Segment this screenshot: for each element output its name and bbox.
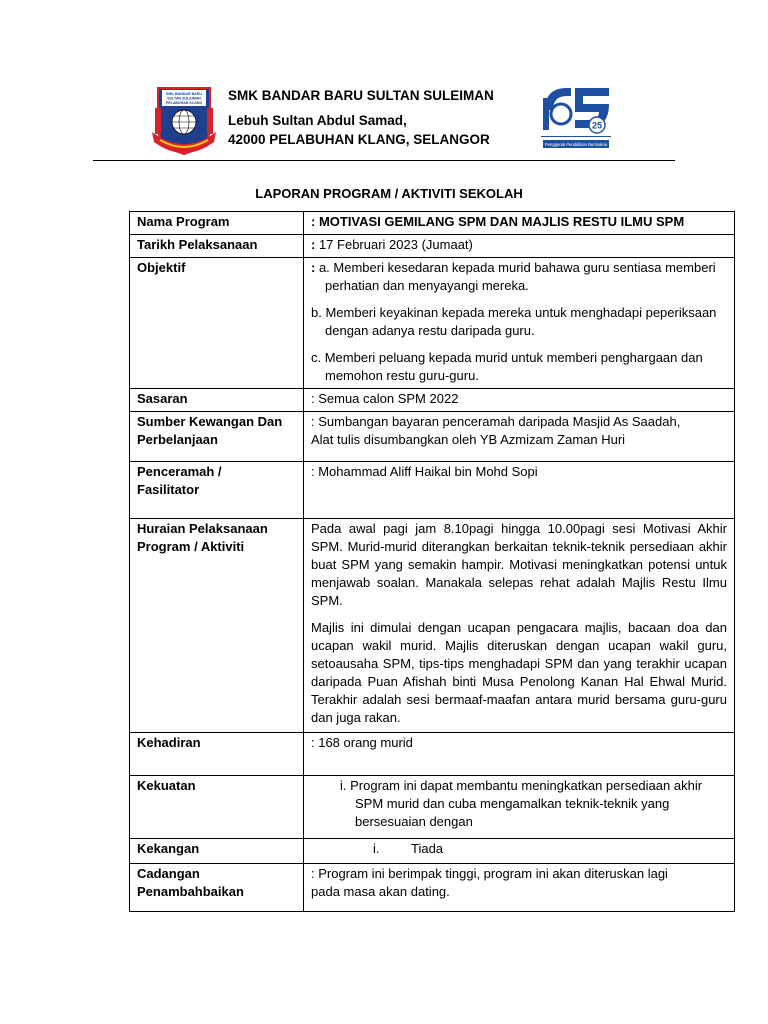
- huraian-paragraph-2: Majlis ini dimulai dengan ucapan pengacara majlis, bacaan doa dan ucapan wakil murid. Majlis diteruskan dengan ucapan wakil guru, setoausaha SPM, tips-tips menghadapi SPM dan yang terakhir ucapan daripada Puan Afishah binti Musa Penolong Kanan Hal Ehwal Murid. Terakhir adalah sesi bermaaf-maafan antara murid bersama guru-guru dan juga rakan.: [311, 620, 727, 725]
- value-kehadiran: : 168 orang murid: [304, 733, 735, 776]
- report-table: [129, 211, 735, 912]
- objective-item: c. Memberi peluang kepada murid untuk memberi penghargaan dan memohon restu guru-guru.: [311, 350, 703, 383]
- value-cadangan-line1: : Program ini berimpak tinggi, program ini akan diteruskan lagi: [311, 866, 668, 881]
- objective-item: [311, 259, 727, 295]
- crest-text-1: SMK BANDAR BARU: [166, 92, 202, 96]
- tarikh-colon: :: [311, 237, 316, 252]
- row-huraian: [130, 519, 735, 733]
- value-kekuatan: [304, 776, 735, 839]
- row-nama-program: [130, 212, 735, 235]
- value-sumber-line1: : Sumbangan bayaran penceramah daripada Masjid As Saadah,: [311, 414, 681, 429]
- letterhead: [0, 0, 768, 170]
- school-crest-logo: [150, 84, 218, 158]
- value-sumber: [304, 412, 735, 462]
- school-name: SMK BANDAR BARU SULTAN SULEIMAN: [228, 88, 494, 103]
- label-kehadiran: Kehadiran: [130, 733, 304, 776]
- row-kekangan: [130, 839, 735, 864]
- objective-item: b. Memberi keyakinan kepada mereka untuk menghadapi peperiksaan dengan adanya restu daripada guru.: [311, 305, 717, 338]
- header-divider: [93, 160, 675, 161]
- label-sumber-line1: Sumber Kewangan Dan: [137, 414, 283, 429]
- label-kekangan: Kekangan: [130, 839, 304, 864]
- label-penceramah-line2: Fasilitator: [137, 482, 200, 497]
- row-tarikh: [130, 235, 735, 258]
- logo-25-text: 25: [591, 120, 603, 131]
- row-sasaran: [130, 389, 735, 412]
- value-sumber-line2: Alat tulis disumbangkan oleh YB Azmizam Zaman Huri: [311, 432, 626, 447]
- crest-text-3: PELABUHAN KLANG: [165, 101, 203, 105]
- value-cadangan: [304, 864, 735, 912]
- value-sasaran: : Semua calon SPM 2022: [304, 389, 735, 412]
- row-kehadiran: [130, 733, 735, 776]
- value-objektif: [304, 258, 735, 389]
- value-nama-program: : MOTIVASI GEMILANG SPM DAN MAJLIS RESTU ILMU SPM: [304, 212, 735, 235]
- label-huraian: [130, 519, 304, 733]
- label-sasaran: Sasaran: [130, 389, 304, 412]
- row-objektif: [130, 258, 735, 389]
- label-objektif: Objektif: [130, 258, 304, 389]
- row-sumber: [130, 412, 735, 462]
- label-huraian-line2: Program / Aktiviti: [137, 539, 245, 554]
- crest-text-2: SULTAN SULEIMAN: [167, 96, 201, 101]
- label-sumber: [130, 412, 304, 462]
- objektif-colon: :: [311, 260, 316, 275]
- value-kekangan: [304, 839, 735, 864]
- huraian-paragraph-1: Pada awal pagi jam 8.10pagi hingga 10.00pagi sesi Motivasi Akhir SPM. Murid-murid diterangkan berkaitan teknik-teknik persediaan akhir buat SPM yang semakin hampir. Motivasi meningkatkan potensi untuk menjawab soalan. Manakala selepas rehat adalah Majlis Restu Ilmu SPM.: [311, 521, 727, 608]
- address-line-2: 42000 PELABUHAN KLANG, SELANGOR: [228, 132, 490, 147]
- logo-caption: Penggerak Pendidikan Bermakna: [544, 142, 608, 147]
- value-cadangan-line2: pada masa akan dating.: [311, 884, 450, 899]
- value-tarikh: [304, 235, 735, 258]
- kekangan-number: i.: [373, 841, 380, 856]
- anniversary-25-logo: [537, 80, 615, 152]
- label-kekuatan: Kekuatan: [130, 776, 304, 839]
- label-tarikh: Tarikh Pelaksanaan: [130, 235, 304, 258]
- label-nama-program: Nama Program: [130, 212, 304, 235]
- value-huraian: [304, 519, 735, 733]
- row-penceramah: [130, 462, 735, 519]
- row-kekuatan: [130, 776, 735, 839]
- tarikh-text: 17 Februari 2023 (Jumaat): [315, 237, 473, 252]
- school-info: [228, 86, 494, 149]
- label-cadangan: [130, 864, 304, 912]
- label-sumber-line2: Perbelanjaan: [137, 432, 218, 447]
- address-line-1: Lebuh Sultan Abdul Samad,: [228, 113, 407, 128]
- kekangan-item: [311, 840, 727, 858]
- value-penceramah: : Mohammad Aliff Haikal bin Mohd Sopi: [304, 462, 735, 519]
- label-cadangan-line1: Cadangan: [137, 866, 200, 881]
- kekangan-text: Tiada: [411, 841, 444, 856]
- objective-a-text: a. Memberi kesedaran kepada murid bahawa guru sentiasa memberi perhatian dan menyayangi mereka.: [315, 260, 716, 293]
- label-cadangan-line2: Penambahbaikan: [137, 884, 244, 899]
- label-penceramah: [130, 462, 304, 519]
- kekuatan-item: i. Program ini dapat membantu meningkatkan persediaan akhir SPM murid dan cuba mengamalkan teknik-teknik yang bersesuaian dengan: [340, 778, 703, 829]
- report-title: LAPORAN PROGRAM / AKTIVITI SEKOLAH: [255, 186, 523, 201]
- label-penceramah-line1: Penceramah /: [137, 464, 222, 479]
- label-huraian-line1: Huraian Pelaksanaan: [137, 521, 268, 536]
- row-cadangan: [130, 864, 735, 912]
